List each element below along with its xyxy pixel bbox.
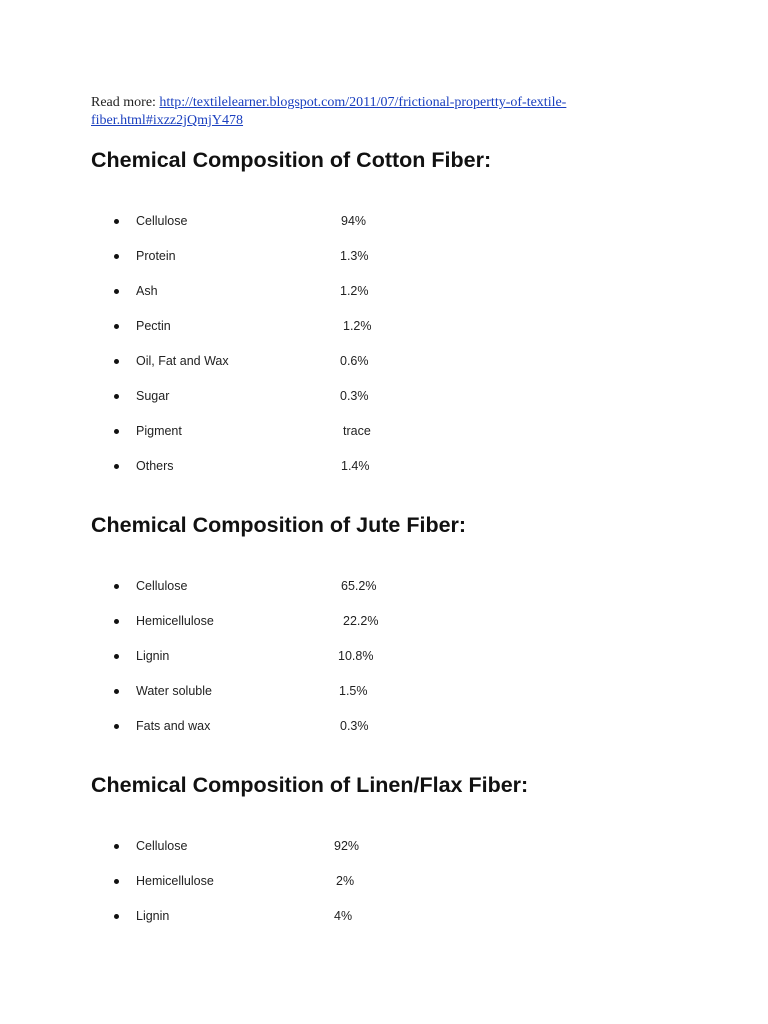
component-value: 0.6% <box>340 354 369 368</box>
list-item <box>0 612 768 630</box>
component-value: 2% <box>336 874 355 888</box>
component-label: Pigment <box>136 424 182 438</box>
component-label: Fats and wax <box>136 719 211 733</box>
component-value: 10.8% <box>338 649 374 663</box>
list-item <box>0 872 768 890</box>
bullet-icon <box>114 844 119 849</box>
component-label: Hemicellulose <box>136 614 214 628</box>
component-label: Others <box>136 459 174 473</box>
bullet-icon <box>114 324 119 329</box>
component-value: 65.2% <box>341 579 377 593</box>
source-link[interactable] <box>91 95 566 128</box>
linen-section-title: Chemical Composition of Linen/Flax Fiber: <box>91 773 529 797</box>
bullet-icon <box>114 429 119 434</box>
component-label: Water soluble <box>136 684 212 698</box>
component-value: 1.3% <box>340 249 369 263</box>
jute-section-title: Chemical Composition of Jute Fiber: <box>91 513 467 537</box>
component-label: Sugar <box>136 389 170 403</box>
read-more-prefix: Read more: <box>91 95 160 110</box>
component-label: Oil, Fat and Wax <box>136 354 229 368</box>
component-value: 94% <box>341 214 367 228</box>
list-item <box>0 212 768 230</box>
bullet-icon <box>114 219 119 224</box>
source-link-line1: http://textilelearner.blogspot.com/2011/07/frictional-propertty-of-textile- <box>159 95 567 110</box>
bullet-icon <box>114 464 119 469</box>
list-item <box>0 282 768 300</box>
component-label: Cellulose <box>136 839 188 853</box>
list-item <box>0 352 768 370</box>
bullet-icon <box>114 689 119 694</box>
cotton-section-title: Chemical Composition of Cotton Fiber: <box>91 148 492 172</box>
component-value: 1.2% <box>340 284 369 298</box>
list-item <box>0 422 768 440</box>
list-item <box>0 717 768 735</box>
list-item <box>0 577 768 595</box>
component-value: trace <box>343 424 371 438</box>
list-item <box>0 907 768 925</box>
component-label: Protein <box>136 249 176 263</box>
component-label: Hemicellulose <box>136 874 214 888</box>
list-item <box>0 457 768 475</box>
list-item <box>0 247 768 265</box>
bullet-icon <box>114 654 119 659</box>
component-label: Lignin <box>136 909 170 923</box>
component-value: 0.3% <box>340 719 369 733</box>
component-label: Cellulose <box>136 579 188 593</box>
list-item <box>0 682 768 700</box>
list-item <box>0 317 768 335</box>
bullet-icon <box>114 359 119 364</box>
component-value: 92% <box>334 839 360 853</box>
bullet-icon <box>114 724 119 729</box>
bullet-icon <box>114 619 119 624</box>
bullet-icon <box>114 254 119 259</box>
bullet-icon <box>114 289 119 294</box>
bullet-icon <box>114 914 119 919</box>
component-label: Lignin <box>136 649 170 663</box>
component-label: Ash <box>136 284 158 298</box>
component-value: 1.4% <box>341 459 370 473</box>
list-item <box>0 647 768 665</box>
component-label: Pectin <box>136 319 171 333</box>
bullet-icon <box>114 879 119 884</box>
component-label: Cellulose <box>136 214 188 228</box>
component-value: 1.5% <box>339 684 368 698</box>
bullet-icon <box>114 394 119 399</box>
source-link-line2: fiber.html#ixzz2jQmjY478 <box>91 113 244 128</box>
component-value: 1.2% <box>343 319 372 333</box>
component-value: 4% <box>334 909 353 923</box>
read-more-paragraph <box>91 94 651 130</box>
bullet-icon <box>114 584 119 589</box>
list-item <box>0 837 768 855</box>
component-value: 22.2% <box>343 614 379 628</box>
list-item <box>0 387 768 405</box>
component-value: 0.3% <box>340 389 369 403</box>
